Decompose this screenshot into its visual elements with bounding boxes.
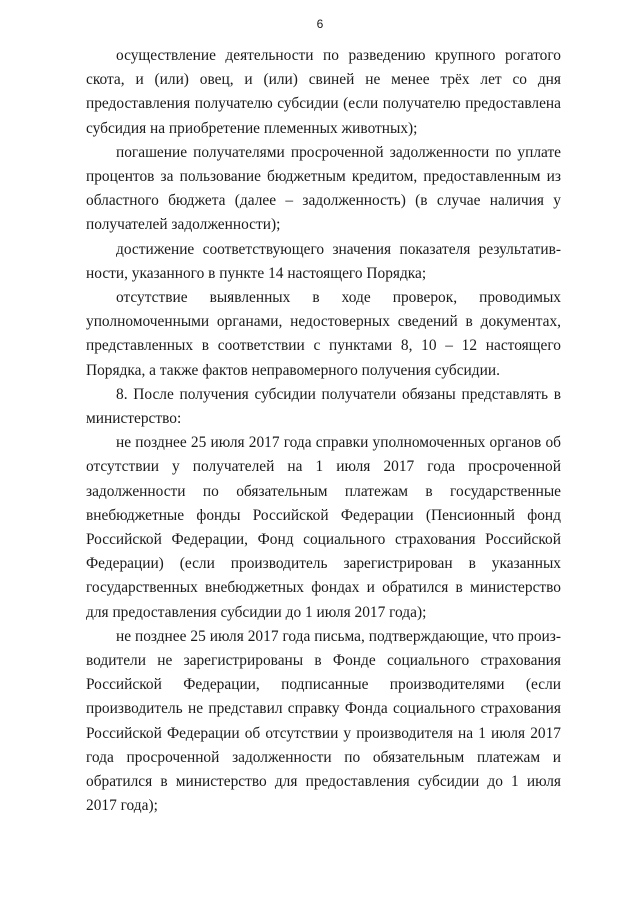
paragraph-breeding-obligation: осуществление деятельности по разведению крупного рогатого скота, и (или) овец, и (или) свиней не менее трёх лет со дня предоставления получателю субсидии (если получателю предоставлена субсидия на приобретение племенных животных); bbox=[86, 47, 561, 137]
paragraph-performance-indicator: достижение соответствующего значения показателя результативности, указанного в пункте 14 настоящего Порядка; bbox=[86, 240, 561, 282]
paragraph-letters: не позднее 25 июля 2017 года письма, подтверждающие, что производители не зарегистрированы в Фонде социального страхования Российской Федерации, подписанные производителями (если производитель не представил справку Фонда социального страхования Российской Федерации об отсутствии у производителя на 1 июля 2017 года просроченной задолженности по обязательным платежам и обратился в министерство для предоставления субсидии до 1 июля 2017 года); bbox=[86, 627, 561, 815]
paragraph-debt-repayment: погашение получателями просроченной задолженности по уплате процентов за пользование бюджетным кредитом, предоставленным из областного бюджета (далее – задолженность) (в случае наличия у получателей задолженности); bbox=[86, 143, 561, 234]
paragraph-clause-8: 8. После получения субсидии получатели обязаны представлять в министерство: bbox=[86, 385, 561, 428]
document-body bbox=[86, 44, 561, 819]
paragraph-no-violations: отсутствие выявленных в ходе проверок, проводимых уполномоченными органами, недостоверных сведений в документах, представленных в соответствии с пунктами 8, 10 – 12 настоящего Порядка, а также фактов неправомерного получения субсидии. bbox=[86, 289, 561, 379]
paragraph-certificates: не позднее 25 июля 2017 года справки уполномоченных органов об отсутствии у получателей на 1 июля 2017 года просроченной задолженности по обязательным платежам в государственные внебюджетные фонды Российской Федерации (Пенсионный фонд Российской Федерации, Фонд социального страхования Российской Федерации) (если производитель зарегистрирован в указанных государственных внебюджетных фондах и обратился в министерство для предоставления субсидии до 1 июля 2017 года); bbox=[86, 434, 561, 621]
page-number: 6 bbox=[316, 17, 324, 31]
